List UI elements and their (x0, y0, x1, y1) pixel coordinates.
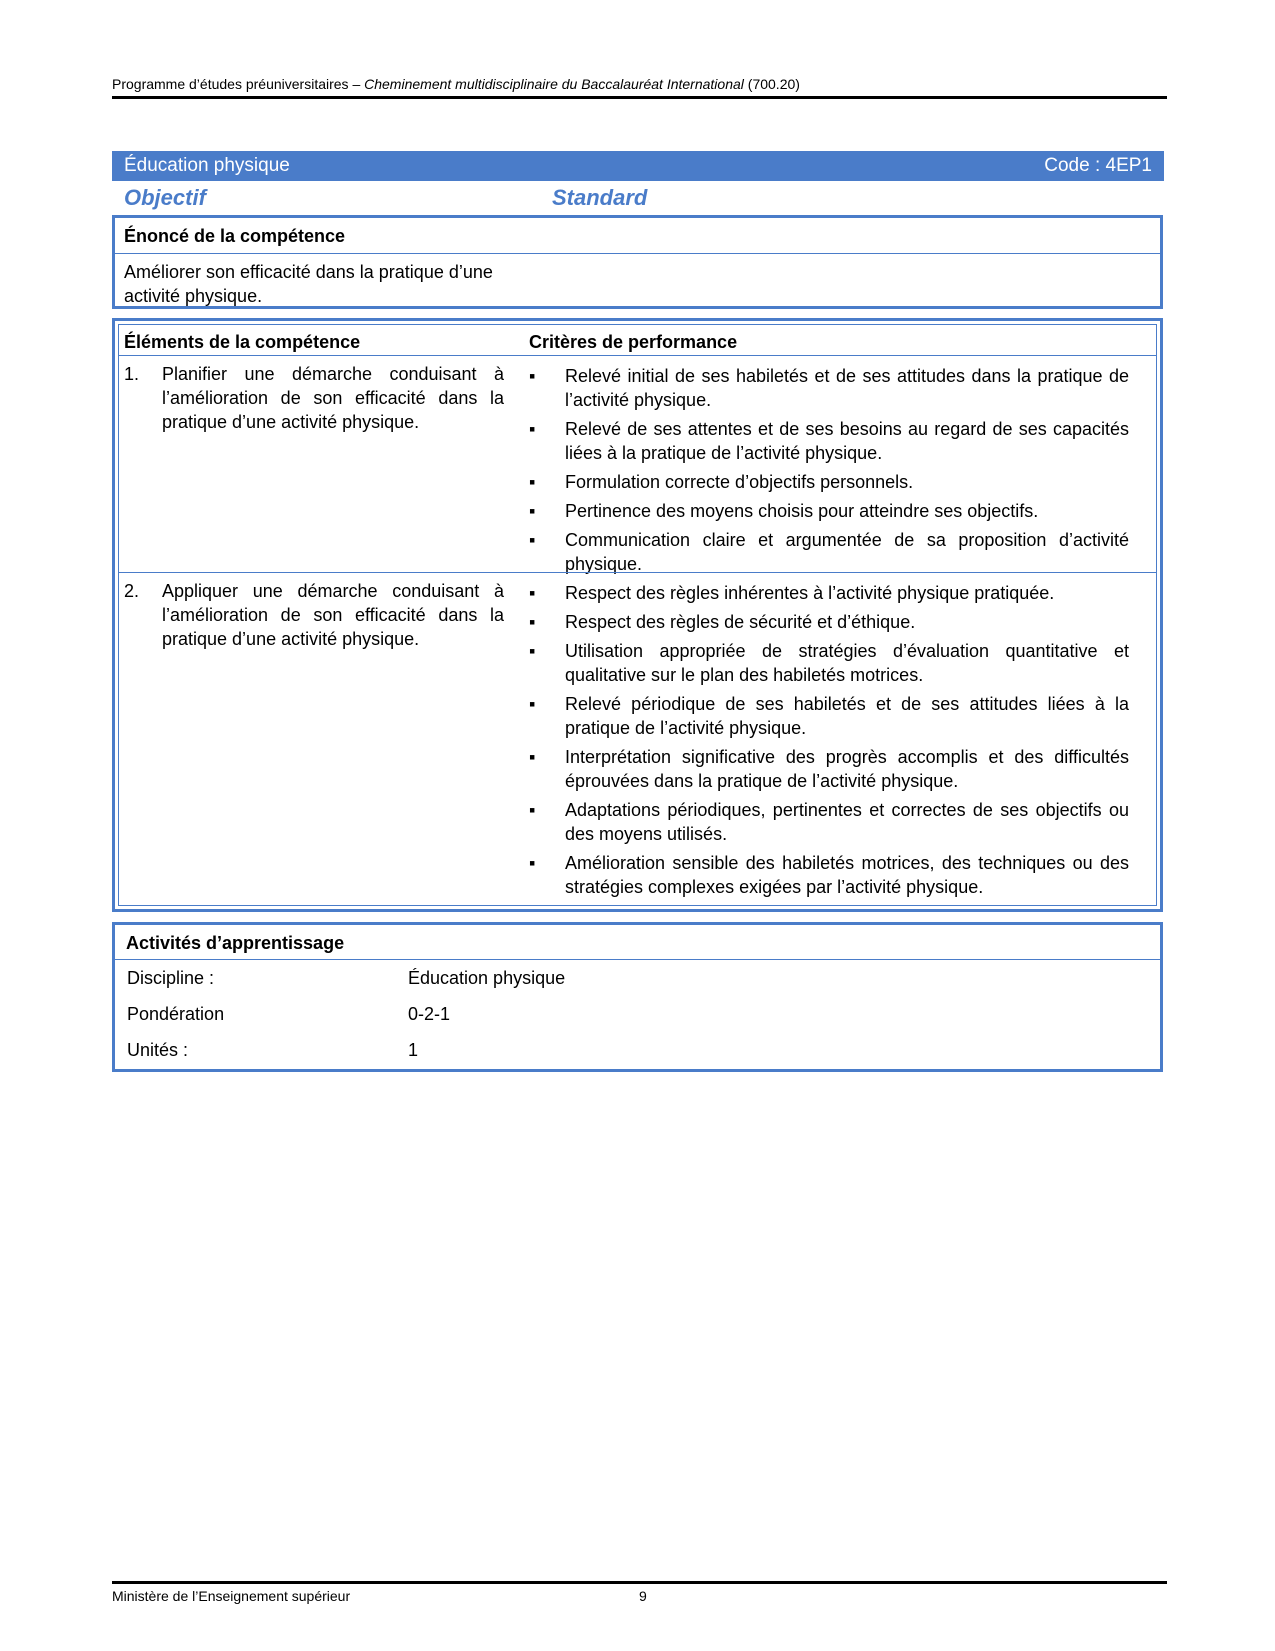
course-code: Code : 4EP1 (1044, 155, 1152, 176)
element-number: 2. (124, 581, 140, 601)
criterion-text: Adaptations périodiques, pertinentes et correctes de ses objectifs ou des moyens utilisés. (565, 800, 1129, 844)
activites-box (112, 922, 1163, 1072)
element-text: Appliquer une démarche conduisant à l’amélioration de son efficacité dans la pratique d’une activité physique. (162, 581, 504, 649)
criterion-item (529, 528, 1129, 576)
ponderation-value: 0-2-1 (408, 1004, 451, 1024)
ponderation-row (115, 996, 1160, 1032)
bullet-icon: ▪ (529, 583, 536, 603)
page-footer (112, 1581, 1167, 1604)
bullet-icon: ▪ (529, 853, 536, 873)
bullet-icon: ▪ (529, 694, 536, 714)
bullet-icon: ▪ (529, 530, 536, 550)
criterion-text: Relevé initial de ses habiletés et de ses attitudes dans la pratique de l’activité physique. (565, 366, 1129, 410)
criterion-text: Respect des règles inhérentes à l’activité physique pratiquée. (565, 583, 1055, 603)
elements-box (112, 318, 1163, 912)
bullet-icon: ▪ (529, 366, 536, 386)
criterion-text: Utilisation appropriée de stratégies d’évaluation quantitative et qualitative sur le plan des habiletés motrices. (565, 641, 1129, 685)
standard-label: Standard (552, 185, 648, 210)
criterion-item (529, 364, 1129, 412)
criterion-item (529, 417, 1129, 465)
criterion-text: Relevé de ses attentes et de ses besoins au regard de ses capacités liées à la pratique de l’activité physique. (565, 419, 1129, 463)
bullet-icon: ▪ (529, 747, 536, 767)
discipline-value: Éducation physique (408, 968, 566, 988)
criterion-text: Pertinence des moyens choisis pour atteindre ses objectifs. (565, 501, 1039, 521)
criterion-text: Relevé périodique de ses habiletés et de ses attitudes liées à la pratique de l’activité physique. (565, 694, 1129, 738)
criteria-list-1 (529, 364, 1129, 581)
bullet-icon: ▪ (529, 419, 536, 439)
ponderation-label: Pondération (127, 1004, 225, 1024)
footer-ministry: Ministère de l’Enseignement supérieur (112, 1588, 351, 1604)
bullet-icon: ▪ (529, 612, 536, 632)
elements-heading-right: Critères de performance (529, 332, 738, 352)
bullet-icon: ▪ (529, 641, 536, 661)
criterion-text: Amélioration sensible des habiletés motrices, des techniques ou des stratégies complexes exigées par l’activité physique. (565, 853, 1129, 897)
bullet-icon: ▪ (529, 501, 536, 521)
element-2 (124, 579, 504, 651)
criterion-item (529, 499, 1129, 523)
criterion-item (529, 851, 1129, 899)
criterion-text: Respect des règles de sécurité et d’éthique. (565, 612, 916, 632)
criteria-list-2 (529, 581, 1129, 904)
header-suffix: (700.20) (743, 76, 800, 92)
criterion-text: Communication claire et argumentée de sa proposition d’activité physique. (565, 530, 1129, 574)
element-1 (124, 362, 504, 434)
bullet-icon: ▪ (529, 472, 536, 492)
page-header (112, 76, 1167, 99)
unites-value: 1 (408, 1040, 419, 1060)
discipline-row (115, 960, 1160, 996)
criterion-item (529, 470, 1129, 494)
enonce-box (112, 215, 1163, 309)
enonce-heading: Énoncé de la compétence (124, 226, 346, 246)
element-number: 1. (124, 364, 140, 384)
enonce-text: Améliorer son efficacité dans la pratique d’une activité physique. (124, 262, 493, 306)
header-prefix: Programme d’études préuniversitaires – (112, 76, 365, 92)
criterion-item (529, 581, 1129, 605)
bullet-icon: ▪ (529, 800, 536, 820)
element-group-1 (119, 356, 1156, 572)
criterion-text: Interprétation significative des progrès accomplis et des difficultés éprouvées dans la pratique de l’activité physique. (565, 747, 1129, 791)
criterion-item (529, 610, 1129, 634)
criterion-item (529, 692, 1129, 740)
criterion-text: Formulation correcte d’objectifs personnels. (565, 472, 914, 492)
criterion-item (529, 639, 1129, 687)
criterion-item (529, 745, 1129, 793)
element-text: Planifier une démarche conduisant à l’amélioration de son efficacité dans la pratique d’une activité physique. (162, 364, 504, 432)
element-group-2 (119, 572, 1156, 908)
page-number: 9 (639, 1588, 647, 1604)
objectif-label: Objectif (124, 185, 206, 210)
course-title: Éducation physique (124, 155, 290, 176)
criterion-item (529, 798, 1129, 846)
elements-heading-left: Éléments de la compétence (124, 332, 361, 352)
header-italic: Cheminement multidisciplinaire du Baccalauréat International (364, 76, 744, 92)
activites-heading: Activités d’apprentissage (115, 925, 1160, 960)
unites-label: Unités : (127, 1040, 189, 1060)
discipline-label: Discipline : (127, 968, 215, 988)
unites-row (115, 1032, 1160, 1068)
elements-header (119, 325, 1156, 356)
course-title-bar (112, 151, 1164, 181)
